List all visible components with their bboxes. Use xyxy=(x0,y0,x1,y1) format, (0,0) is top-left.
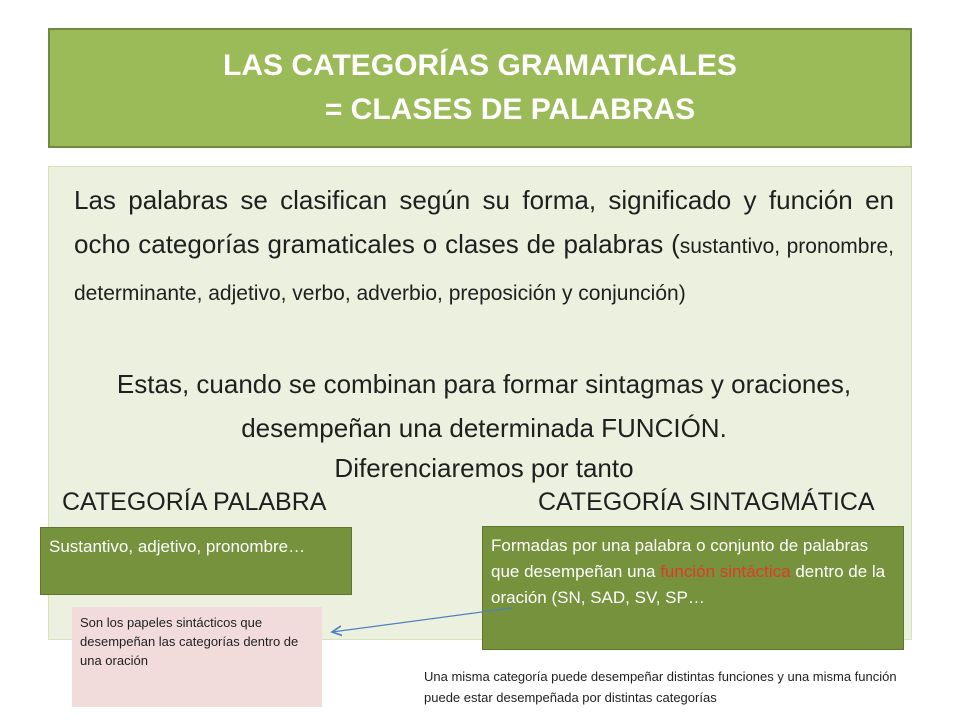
title-line-2: = CLASES DE PALABRAS xyxy=(324,93,696,126)
phrase-box-text-start: Formadas por una palabra o conjunto de palabras que desempeñan una xyxy=(491,536,869,581)
phrase-box-text-end: dentro de la oración (SN, SAD, SV, SP… xyxy=(491,562,886,607)
word-category-box: Sustantivo, adjetivo, pronombre… xyxy=(40,527,352,595)
footnote: Una misma categoría puede desempeñar distintas funciones y una misma función puede estar desempeñada por distintas categorías xyxy=(424,669,897,705)
category-list: sustantivo, pronombre, determinante, adjetivo, verbo, adverbio, preposición y conjunción) xyxy=(74,235,894,305)
highlight-funcion-sintactica: función sintáctica xyxy=(660,562,791,581)
heading-categoria-sintagmatica: CATEGORÍA SINTAGMÁTICA xyxy=(538,488,875,516)
title-line-1: LAS CATEGORÍAS GRAMATICALES xyxy=(223,49,737,82)
paren-open: ( xyxy=(663,229,680,259)
heading-categoria-palabra: CATEGORÍA PALABRA xyxy=(62,488,327,516)
paragraph-function: Estas, cuando se combinan para formar sintagmas y oraciones, desempeñan una determinada FUNCIÓN. xyxy=(116,369,852,443)
paragraph-differentiate: Diferenciaremos por tanto xyxy=(334,453,634,483)
paragraph-classification-main: Las palabras se clasifican según su forma, significado y función en ocho categorías gramaticales o clases de palabras xyxy=(74,185,894,259)
syntactic-function-note: Son los papeles sintácticos que desempeñan las categorías dentro de una oración xyxy=(72,607,322,707)
